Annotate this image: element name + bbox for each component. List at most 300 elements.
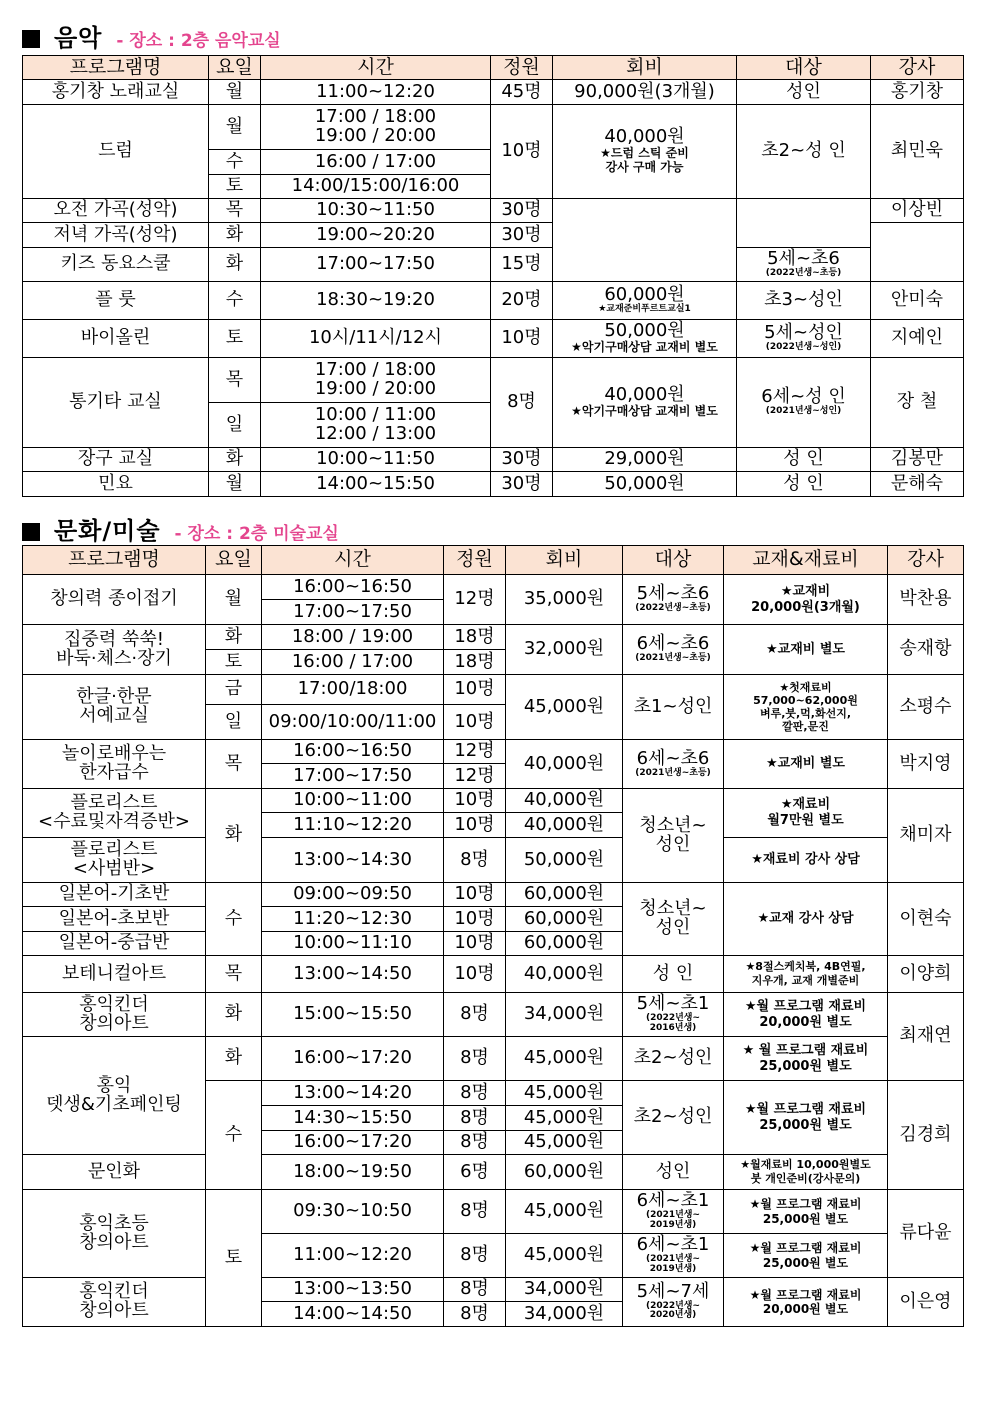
teacher: 이상빈	[871, 199, 964, 223]
program-name: 바이올린	[23, 320, 209, 358]
fee: 45,000원	[506, 1037, 623, 1081]
materials-line: 25,000원 별도	[762, 1255, 849, 1270]
target-main: 5세~성인	[764, 322, 843, 344]
day: 금	[206, 675, 262, 705]
target-main: 6세~초1	[636, 1234, 710, 1256]
materials	[724, 1278, 888, 1327]
time: 10:00~11:00	[262, 789, 444, 813]
table-row	[23, 1190, 964, 1234]
target-main: 6세~성 인	[761, 386, 846, 408]
program-name: 통기타 교실	[23, 358, 209, 448]
table-row	[23, 105, 964, 150]
program-name-line: 한자급수	[79, 762, 149, 783]
materials-line: 붓 개인준비(강사문의)	[750, 1172, 861, 1185]
target-note: 2019년생)	[649, 1263, 697, 1274]
day: 목	[209, 358, 261, 403]
capacity: 10명	[444, 675, 506, 705]
fee: 45,000원	[506, 1190, 623, 1234]
fee-amount: 40,000원	[604, 384, 685, 406]
time-line: 17:00 / 18:00	[314, 359, 437, 381]
fee: 40,000원	[506, 740, 623, 789]
fee: 45,000원	[506, 1106, 623, 1131]
time: 18:00~19:50	[262, 1155, 444, 1190]
header-capacity: 정원	[444, 546, 506, 575]
program-name-line: 홍익킨더	[79, 1281, 149, 1303]
day: 월	[209, 472, 261, 497]
fee: 45,000원	[506, 1081, 623, 1106]
fee: 45,000원	[506, 1234, 623, 1278]
teacher: 박지영	[888, 740, 964, 789]
target	[623, 1234, 724, 1278]
time-line: 17:00 / 18:00	[314, 106, 437, 128]
fee: 50,000원	[506, 838, 623, 883]
materials-line: 월7만원 별도	[767, 813, 844, 828]
program-name-line: 놀이로배우는	[61, 743, 167, 765]
program-name: 일본어-중급반	[23, 932, 206, 956]
table-row	[23, 838, 964, 883]
time: 17:00~17:50	[261, 248, 491, 282]
materials	[724, 675, 888, 740]
time: 10시/11시/12시	[261, 320, 491, 358]
capacity: 8명	[444, 838, 506, 883]
target-note: 2019년생)	[649, 1219, 697, 1230]
program-name: 창의력 종이접기	[23, 575, 206, 625]
teacher: 안미숙	[871, 282, 964, 320]
capacity: 30명	[491, 472, 553, 497]
materials-line: 깔판,문진	[782, 720, 829, 734]
materials-line: ★ 월 프로그램 재료비	[742, 1042, 869, 1058]
fee-note: ★교재준비푸르트교실1	[598, 304, 691, 314]
program-name	[23, 1278, 206, 1327]
square-bullet-icon	[22, 523, 40, 541]
capacity: 18명	[444, 625, 506, 650]
target-note: 2020년생)	[649, 1310, 697, 1321]
fee: 60,000원	[506, 1155, 623, 1190]
header-day: 요일	[206, 546, 262, 575]
time: 17:00/18:00	[262, 675, 444, 705]
capacity: 10명	[444, 956, 506, 993]
capacity: 10명	[444, 907, 506, 932]
table-row	[23, 993, 964, 1037]
header-fee: 회비	[553, 56, 737, 80]
target: 성 인	[623, 956, 724, 993]
time: 10:00~11:10	[262, 932, 444, 956]
fee: 60,000원	[506, 932, 623, 956]
program-name: 오전 가곡(성악)	[23, 199, 209, 223]
teacher: 지예인	[871, 320, 964, 358]
time: 16:00 / 17:00	[262, 650, 444, 675]
program-name-line: 서예교실	[79, 705, 149, 726]
program-name	[23, 740, 206, 789]
time-line: 19:00 / 20:00	[314, 378, 437, 399]
capacity: 12명	[444, 575, 506, 625]
program-name	[23, 838, 206, 883]
time: 16:00~16:50	[262, 575, 444, 600]
target	[737, 358, 871, 448]
capacity: 30명	[491, 223, 553, 248]
fee	[553, 358, 737, 448]
day: 화	[209, 248, 261, 282]
day: 월	[206, 575, 262, 625]
time: 10:00~11:50	[261, 448, 491, 472]
teacher: 홍기창	[871, 80, 964, 105]
program-name-line: 뎃생&기초페인팅	[46, 1093, 182, 1115]
program-name: 키즈 동요스쿨	[23, 248, 209, 282]
time: 16:00~17:20	[262, 1131, 444, 1155]
teacher: 문해숙	[871, 472, 964, 497]
header-capacity: 정원	[491, 56, 553, 80]
time: 11:20~12:30	[262, 907, 444, 932]
day: 목	[209, 199, 261, 223]
target-note: (2022년생~초등)	[635, 603, 711, 613]
time	[261, 403, 491, 448]
materials-line: 57,000~62,000원	[753, 693, 858, 707]
day: 화	[206, 993, 262, 1037]
time: 11:00~12:20	[262, 1234, 444, 1278]
program-name: 일본어-초보반	[23, 907, 206, 932]
header-day: 요일	[209, 56, 261, 80]
time-line: 10:00 / 11:00	[314, 404, 437, 426]
table-row	[23, 625, 964, 650]
teacher: 김경희	[888, 1081, 964, 1190]
time: 16:00~16:50	[262, 740, 444, 764]
fee-note: ★악기구매상담 교재비 별도	[571, 340, 718, 355]
header-time: 시간	[262, 546, 444, 575]
program-name: 드럼	[23, 105, 209, 199]
table-row	[23, 1155, 964, 1190]
time: 11:10~12:20	[262, 813, 444, 838]
target: 성 인	[737, 448, 871, 472]
target	[737, 320, 871, 358]
capacity: 12명	[444, 740, 506, 764]
target	[623, 993, 724, 1037]
table-row	[23, 80, 964, 105]
target-note: 2016년생)	[649, 1022, 697, 1033]
day: 수	[206, 883, 262, 956]
target-line: 청소년~	[639, 898, 707, 920]
fee	[553, 320, 737, 358]
teacher: 장 철	[871, 358, 964, 448]
program-name	[23, 625, 206, 675]
fee: 35,000원	[506, 575, 623, 625]
capacity: 30명	[491, 448, 553, 472]
target	[623, 1190, 724, 1234]
materials	[724, 1081, 888, 1155]
program-name: 플 룻	[23, 282, 209, 320]
header-time: 시간	[261, 56, 491, 80]
target-note: (2021년생~	[645, 1254, 701, 1265]
target	[623, 789, 724, 883]
program-name-line: 집중력 쑥쑥!	[64, 628, 164, 650]
program-name: 일본어-기초반	[23, 883, 206, 907]
time: 19:00~20:20	[261, 223, 491, 248]
day: 토	[206, 650, 262, 675]
time-line: 12:00 / 13:00	[314, 423, 437, 444]
capacity: 45명	[491, 80, 553, 105]
program-name-line: 창의아트	[79, 1012, 149, 1034]
target: 초2~성 인	[737, 105, 871, 199]
table-row	[23, 282, 964, 320]
target	[623, 625, 724, 675]
teacher: 송재항	[888, 625, 964, 675]
capacity: 20명	[491, 282, 553, 320]
materials	[724, 1234, 888, 1278]
target: 초2~성인	[623, 1037, 724, 1081]
target	[623, 575, 724, 625]
time: 17:00~17:50	[262, 600, 444, 625]
table-row	[23, 472, 964, 497]
materials-line: 25,000원 별도	[762, 1211, 849, 1226]
capacity: 8명	[444, 1234, 506, 1278]
materials-line: ★월재료비 10,000원별도	[740, 1158, 871, 1172]
materials	[724, 575, 888, 625]
fee	[553, 282, 737, 320]
teacher: 박찬용	[888, 575, 964, 625]
fee-note: ★악기구매상담 교재비 별도	[571, 404, 718, 419]
program-name-line: 플로리스트	[70, 839, 158, 861]
day: 토	[206, 1190, 262, 1327]
header-fee: 회비	[506, 546, 623, 575]
table-row	[23, 740, 964, 764]
fee	[553, 199, 737, 282]
day: 화	[209, 448, 261, 472]
target: 성인	[737, 80, 871, 105]
time: 14:30~15:50	[262, 1106, 444, 1131]
materials	[724, 789, 888, 838]
target-note: (2021년생~	[645, 1210, 701, 1221]
fee-amount: 50,000원	[604, 320, 685, 342]
target	[737, 199, 871, 248]
time: 14:00~14:50	[262, 1302, 444, 1327]
header-teacher: 강사	[888, 546, 964, 575]
day: 일	[209, 403, 261, 448]
program-name	[23, 675, 206, 740]
materials-line: ★월 프로그램 재료비	[744, 1101, 867, 1117]
day: 화	[206, 789, 262, 883]
culture-location: - 장소 : 2층 미술교실	[174, 524, 339, 544]
program-name: 저녁 가곡(성악)	[23, 223, 209, 248]
time: 09:00/10:00/11:00	[262, 705, 444, 740]
capacity: 15명	[491, 248, 553, 282]
materials	[724, 993, 888, 1037]
capacity: 8명	[444, 1190, 506, 1234]
table-row	[23, 1278, 964, 1302]
program-name: 문인화	[23, 1155, 206, 1190]
capacity: 8명	[444, 993, 506, 1037]
capacity: 18명	[444, 650, 506, 675]
capacity: 10명	[491, 320, 553, 358]
time: 10:30~11:50	[261, 199, 491, 223]
fee: 90,000원(3개월)	[553, 80, 737, 105]
table-header-row	[23, 56, 964, 80]
fee	[553, 105, 737, 199]
capacity: 6명	[444, 1155, 506, 1190]
capacity: 8명	[444, 1081, 506, 1106]
fee: 60,000원	[506, 883, 623, 907]
fee: 45,000원	[506, 675, 623, 740]
table-row	[23, 789, 964, 813]
materials	[724, 1190, 888, 1234]
materials-line: ★월 프로그램 재료비	[749, 1197, 862, 1212]
target-note: (2022년생~성인)	[765, 342, 842, 352]
day: 토	[209, 320, 261, 358]
time: 18:00 / 19:00	[262, 625, 444, 650]
materials-line: 20,000원 별도	[762, 1302, 849, 1316]
time: 15:00~15:50	[262, 993, 444, 1037]
table-row	[23, 248, 964, 282]
fee: 45,000원	[506, 1131, 623, 1155]
time	[261, 105, 491, 150]
day: 월	[209, 80, 261, 105]
target-main: 5세~초6	[767, 248, 840, 270]
music-table	[22, 55, 964, 497]
day: 화	[206, 625, 262, 650]
materials: ★교재 강사 상담	[724, 883, 888, 956]
target-line: 성인	[655, 833, 691, 855]
program-name: 홍기창 노래교실	[23, 80, 209, 105]
table-row	[23, 199, 964, 223]
materials-line: ★월 프로그램 재료비	[749, 1241, 862, 1256]
program-name-line: <수료및자격증반>	[38, 811, 190, 832]
target-note: (2022년생~초등)	[765, 268, 842, 278]
table-row	[23, 1037, 964, 1081]
target-main: 5세~초1	[636, 993, 710, 1015]
day: 월	[209, 105, 261, 150]
program-name-line: 홍익초등	[79, 1212, 149, 1234]
materials-line: ★재료비	[780, 797, 831, 813]
target-line: 청소년~	[639, 814, 707, 836]
time: 13:00~13:50	[262, 1278, 444, 1302]
capacity: 10명	[444, 789, 506, 813]
capacity: 8명	[491, 358, 553, 448]
program-name	[23, 993, 206, 1037]
program-name-line: 창의아트	[79, 1231, 149, 1253]
capacity: 10명	[444, 705, 506, 740]
fee: 40,000원	[506, 956, 623, 993]
square-bullet-icon	[22, 30, 40, 48]
time: 14:00~15:50	[261, 472, 491, 497]
time: 13:00~14:50	[262, 956, 444, 993]
target: 초1~성인	[623, 675, 724, 740]
materials-line: 25,000원 별도	[759, 1058, 852, 1074]
time: 17:00~17:50	[262, 764, 444, 789]
fee-note: ★드럼 스틱 준비	[600, 146, 689, 161]
fee: 34,000원	[506, 1278, 623, 1302]
header-target: 대상	[623, 546, 724, 575]
music-location: - 장소 : 2층 음악교실	[116, 31, 281, 51]
fee: 40,000원	[506, 789, 623, 813]
fee: 34,000원	[506, 1302, 623, 1327]
capacity: 8명	[444, 1037, 506, 1081]
materials-line: ★첫재료비	[779, 680, 832, 694]
teacher: 류다윤	[888, 1190, 964, 1278]
teacher: 이현숙	[888, 883, 964, 956]
day: 일	[206, 705, 262, 740]
table-row	[23, 358, 964, 403]
capacity: 8명	[444, 1302, 506, 1327]
capacity: 12명	[444, 764, 506, 789]
time: 16:00~17:20	[262, 1037, 444, 1081]
header-teacher: 강사	[871, 56, 964, 80]
target: 초2~성인	[623, 1081, 724, 1155]
materials	[724, 956, 888, 993]
program-name: 민요	[23, 472, 209, 497]
fee-note: 강사 구매 가능	[605, 159, 684, 174]
program-name	[23, 1037, 206, 1155]
target: 초3~성인	[737, 282, 871, 320]
time: 13:00~14:30	[262, 838, 444, 883]
materials-line: 25,000원 별도	[759, 1117, 852, 1133]
time: 14:00/15:00/16:00	[261, 175, 491, 199]
capacity: 8명	[444, 1131, 506, 1155]
fee: 29,000원	[553, 448, 737, 472]
teacher: 최재연	[888, 993, 964, 1081]
capacity: 10명	[444, 883, 506, 907]
time: 13:00~14:20	[262, 1081, 444, 1106]
teacher: 채미자	[888, 789, 964, 883]
program-name: 보테니컬아트	[23, 956, 206, 993]
materials: ★교재비 별도	[724, 740, 888, 789]
materials	[724, 1037, 888, 1081]
capacity: 8명	[444, 1106, 506, 1131]
target-note: (2021년생~성인)	[765, 406, 842, 416]
target: 성인	[623, 1155, 724, 1190]
materials-line: ★월 프로그램 재료비	[744, 998, 867, 1014]
target	[623, 883, 724, 956]
table-row	[23, 956, 964, 993]
program-name-line: 플로리스트	[70, 792, 158, 814]
music-section-title	[22, 18, 281, 53]
teacher: 이은영	[888, 1278, 964, 1327]
capacity: 10명	[444, 813, 506, 838]
materials-line: ★8절스케치북, 4B연필,	[745, 960, 866, 974]
music-title: 음악	[54, 24, 103, 52]
time: 09:30~10:50	[262, 1190, 444, 1234]
materials	[724, 1155, 888, 1190]
capacity: 8명	[444, 1278, 506, 1302]
table-row	[23, 675, 964, 705]
header-materials: 교재&재료비	[724, 546, 888, 575]
fee: 32,000원	[506, 625, 623, 675]
culture-table	[22, 545, 964, 1327]
culture-title: 문화/미술	[54, 517, 161, 545]
table-header-row	[23, 546, 964, 575]
program-name-line: 한글·한문	[76, 686, 152, 708]
materials-line: 20,000원 별도	[759, 1014, 852, 1030]
target-note: (2022년생~	[645, 1300, 701, 1311]
day: 수	[209, 150, 261, 175]
target-main: 6세~초6	[636, 747, 710, 769]
program-name-line: <사범반>	[72, 858, 156, 879]
materials-line: ★교재비	[780, 583, 831, 599]
target-line: 성인	[655, 917, 691, 938]
header-program: 프로그램명	[23, 546, 206, 575]
fee-amount: 40,000원	[604, 126, 685, 148]
capacity: 10명	[444, 932, 506, 956]
program-name	[23, 789, 206, 838]
teacher: 최민욱	[871, 105, 964, 199]
target	[737, 248, 871, 282]
fee: 60,000원	[506, 907, 623, 932]
day: 토	[209, 175, 261, 199]
table-row	[23, 575, 964, 600]
program-name-line: 바둑·체스·장기	[56, 647, 172, 669]
day: 목	[206, 740, 262, 789]
materials-line: ★월 프로그램 재료비	[749, 1287, 862, 1302]
program-name-line: 홍익킨더	[79, 993, 149, 1015]
header-program: 프로그램명	[23, 56, 209, 80]
teacher: 소평수	[888, 675, 964, 740]
